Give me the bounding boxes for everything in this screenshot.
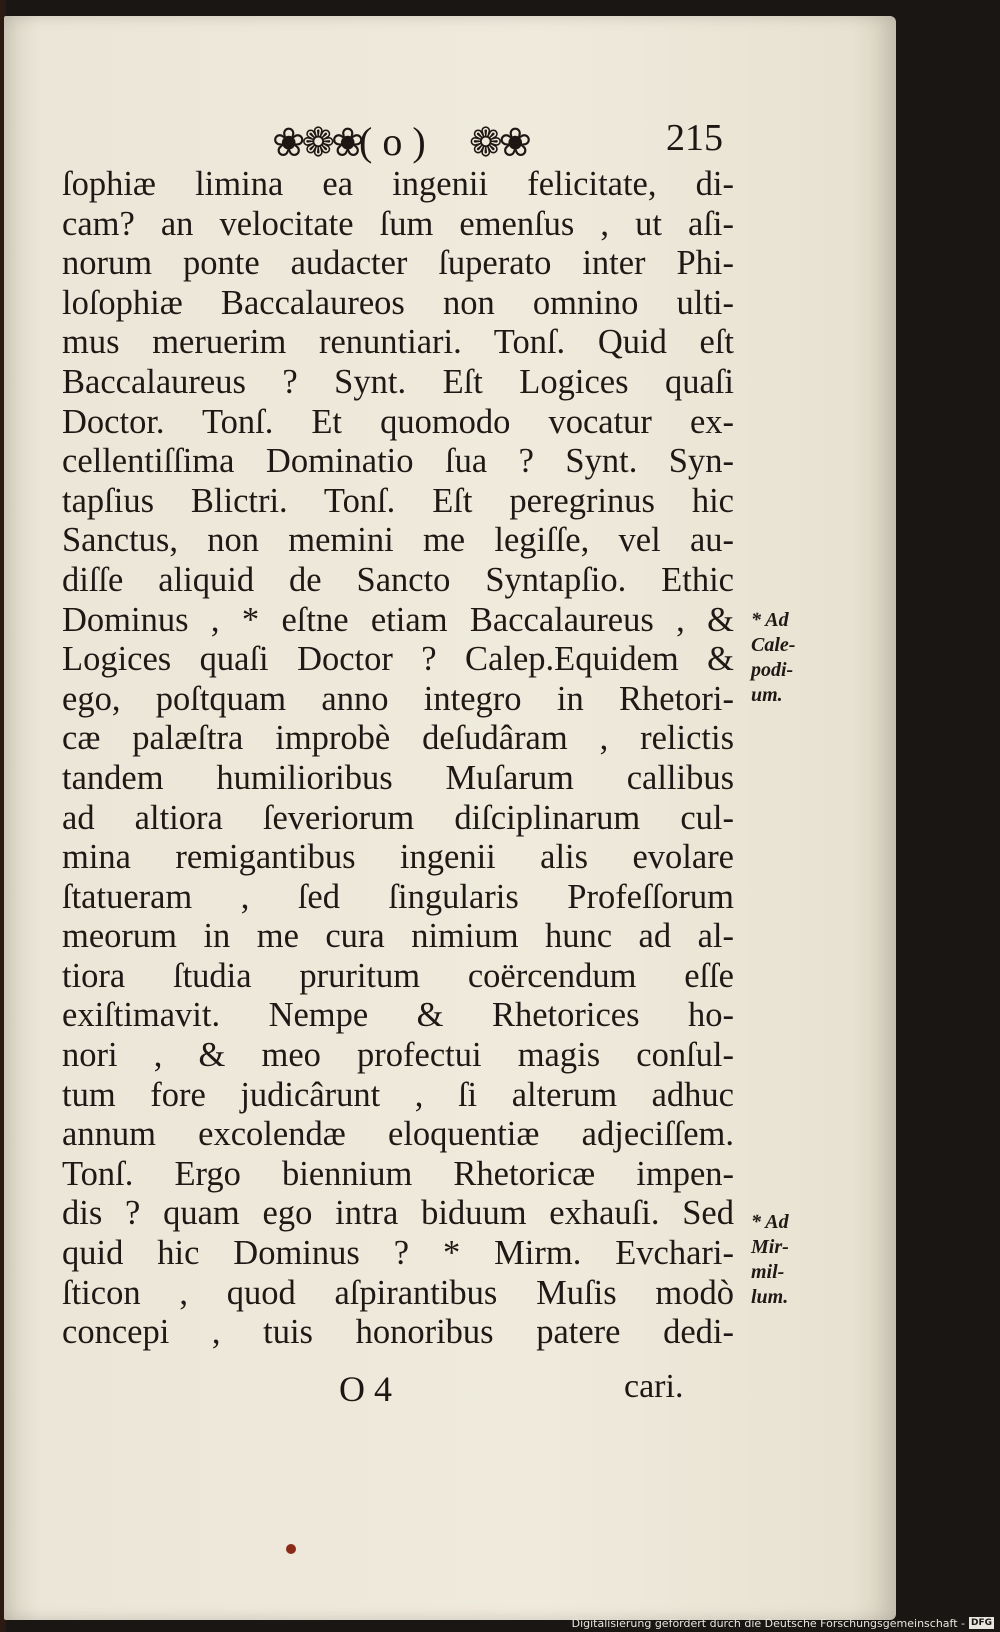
- margin-note-line: mil-: [751, 1261, 785, 1283]
- text-line: exiſtimavit. Nempe & Rhetorices ho-: [62, 996, 734, 1035]
- book-page: [4, 16, 896, 1620]
- text-line: Tonſ. Ergo biennium Rhetoricæ impen-: [62, 1154, 734, 1193]
- text-line: tapſius Blictri. Tonſ. Eſt peregrinus hic: [62, 481, 734, 520]
- text-line: cæ palæſtra improbè deſudâram , relictis: [62, 719, 734, 758]
- digitization-footer: [572, 1616, 994, 1630]
- text-line: ad altiora ſeveriorum diſciplinarum cul-: [62, 798, 734, 837]
- text-line: ſticon , quod aſpirantibus Muſis modò: [62, 1273, 734, 1312]
- text-line: Logices quaſi Doctor ? Calep.Equidem &: [62, 640, 734, 679]
- ink-spot: [286, 1544, 296, 1554]
- text-line: annum excolendæ eloquentiæ adjeciſſem.: [62, 1115, 734, 1154]
- footer-text: Digitalisierung gefördert durch die Deutsche Forschungsgemeinschaft -: [571, 1616, 965, 1630]
- right-ornament-icon: ❁❀: [469, 120, 529, 166]
- text-line: mina remigantibus ingenii alis evolare: [62, 838, 734, 877]
- body-text: [62, 165, 734, 1353]
- text-line: tum fore judicârunt , ſi alterum adhuc: [62, 1075, 734, 1114]
- margin-note-line: Mir-: [751, 1236, 789, 1258]
- text-line: ego, poſtquam anno integro in Rhetori-: [62, 679, 734, 718]
- catchword: cari.: [624, 1368, 684, 1405]
- text-line: diſſe aliquid de Sancto Syntapſio. Ethic: [62, 560, 734, 599]
- margin-note-line: Cale-: [751, 634, 796, 656]
- margin-note-calepodium: [751, 608, 831, 708]
- text-line: meorum in me cura nimium hunc ad al-: [62, 917, 734, 956]
- page-number: 215: [666, 117, 723, 159]
- running-head: [4, 116, 896, 166]
- text-line: cellentiſſima Dominatio ſua ? Synt. Syn-: [62, 442, 734, 481]
- text-line: norum ponte audacter ſuperato inter Phi-: [62, 244, 734, 283]
- text-line: Sanctus, non memini me legiſſe, vel au-: [62, 521, 734, 560]
- text-line: mus meruerim renuntiari. Tonſ. Quid eſt: [62, 323, 734, 362]
- text-line: quid hic Dominus ? * Mirm. Evchari-: [62, 1234, 734, 1273]
- text-line: loſophiæ Baccalaureos non omnino ulti-: [62, 283, 734, 322]
- text-line: Doctor. Tonſ. Et quomodo vocatur ex-: [62, 402, 734, 441]
- margin-note-line: * Ad: [751, 609, 789, 631]
- margin-note-line: um.: [751, 684, 783, 706]
- text-line: tiora ſtudia pruritum coërcendum eſſe: [62, 956, 734, 995]
- text-line: Baccalaureus ? Synt. Eſt Logices quaſi: [62, 362, 734, 401]
- text-line: concepi , tuis honoribus patere dedi-: [62, 1313, 734, 1352]
- gathering-signature: O 4: [339, 1369, 392, 1409]
- text-line: cam? an velocitate ſum emenſus , ut aſi-: [62, 204, 734, 243]
- margin-note-line: podi-: [751, 659, 794, 681]
- head-signature: ( o ): [359, 119, 426, 164]
- text-line: ſtatueram , ſed ſingularis Profeſſorum: [62, 877, 734, 916]
- margin-note-line: * Ad: [751, 1211, 789, 1233]
- text-line: ſophiæ limina ea ingenii felicitate, di-: [62, 165, 734, 203]
- margin-note-mirmillum: [751, 1210, 831, 1310]
- left-ornament-icon: ❀❁❀: [272, 120, 361, 166]
- text-line: dis ? quam ego intra biduum exhauſi. Sed: [62, 1194, 734, 1233]
- text-line: nori , & meo profectui magis conſul-: [62, 1036, 734, 1075]
- text-line: Dominus , * eſtne etiam Baccalaureus , &: [62, 600, 734, 639]
- text-line: tandem humilioribus Muſarum callibus: [62, 758, 734, 797]
- dfg-logo: DFG: [970, 1618, 992, 1628]
- margin-note-line: lum.: [751, 1286, 789, 1308]
